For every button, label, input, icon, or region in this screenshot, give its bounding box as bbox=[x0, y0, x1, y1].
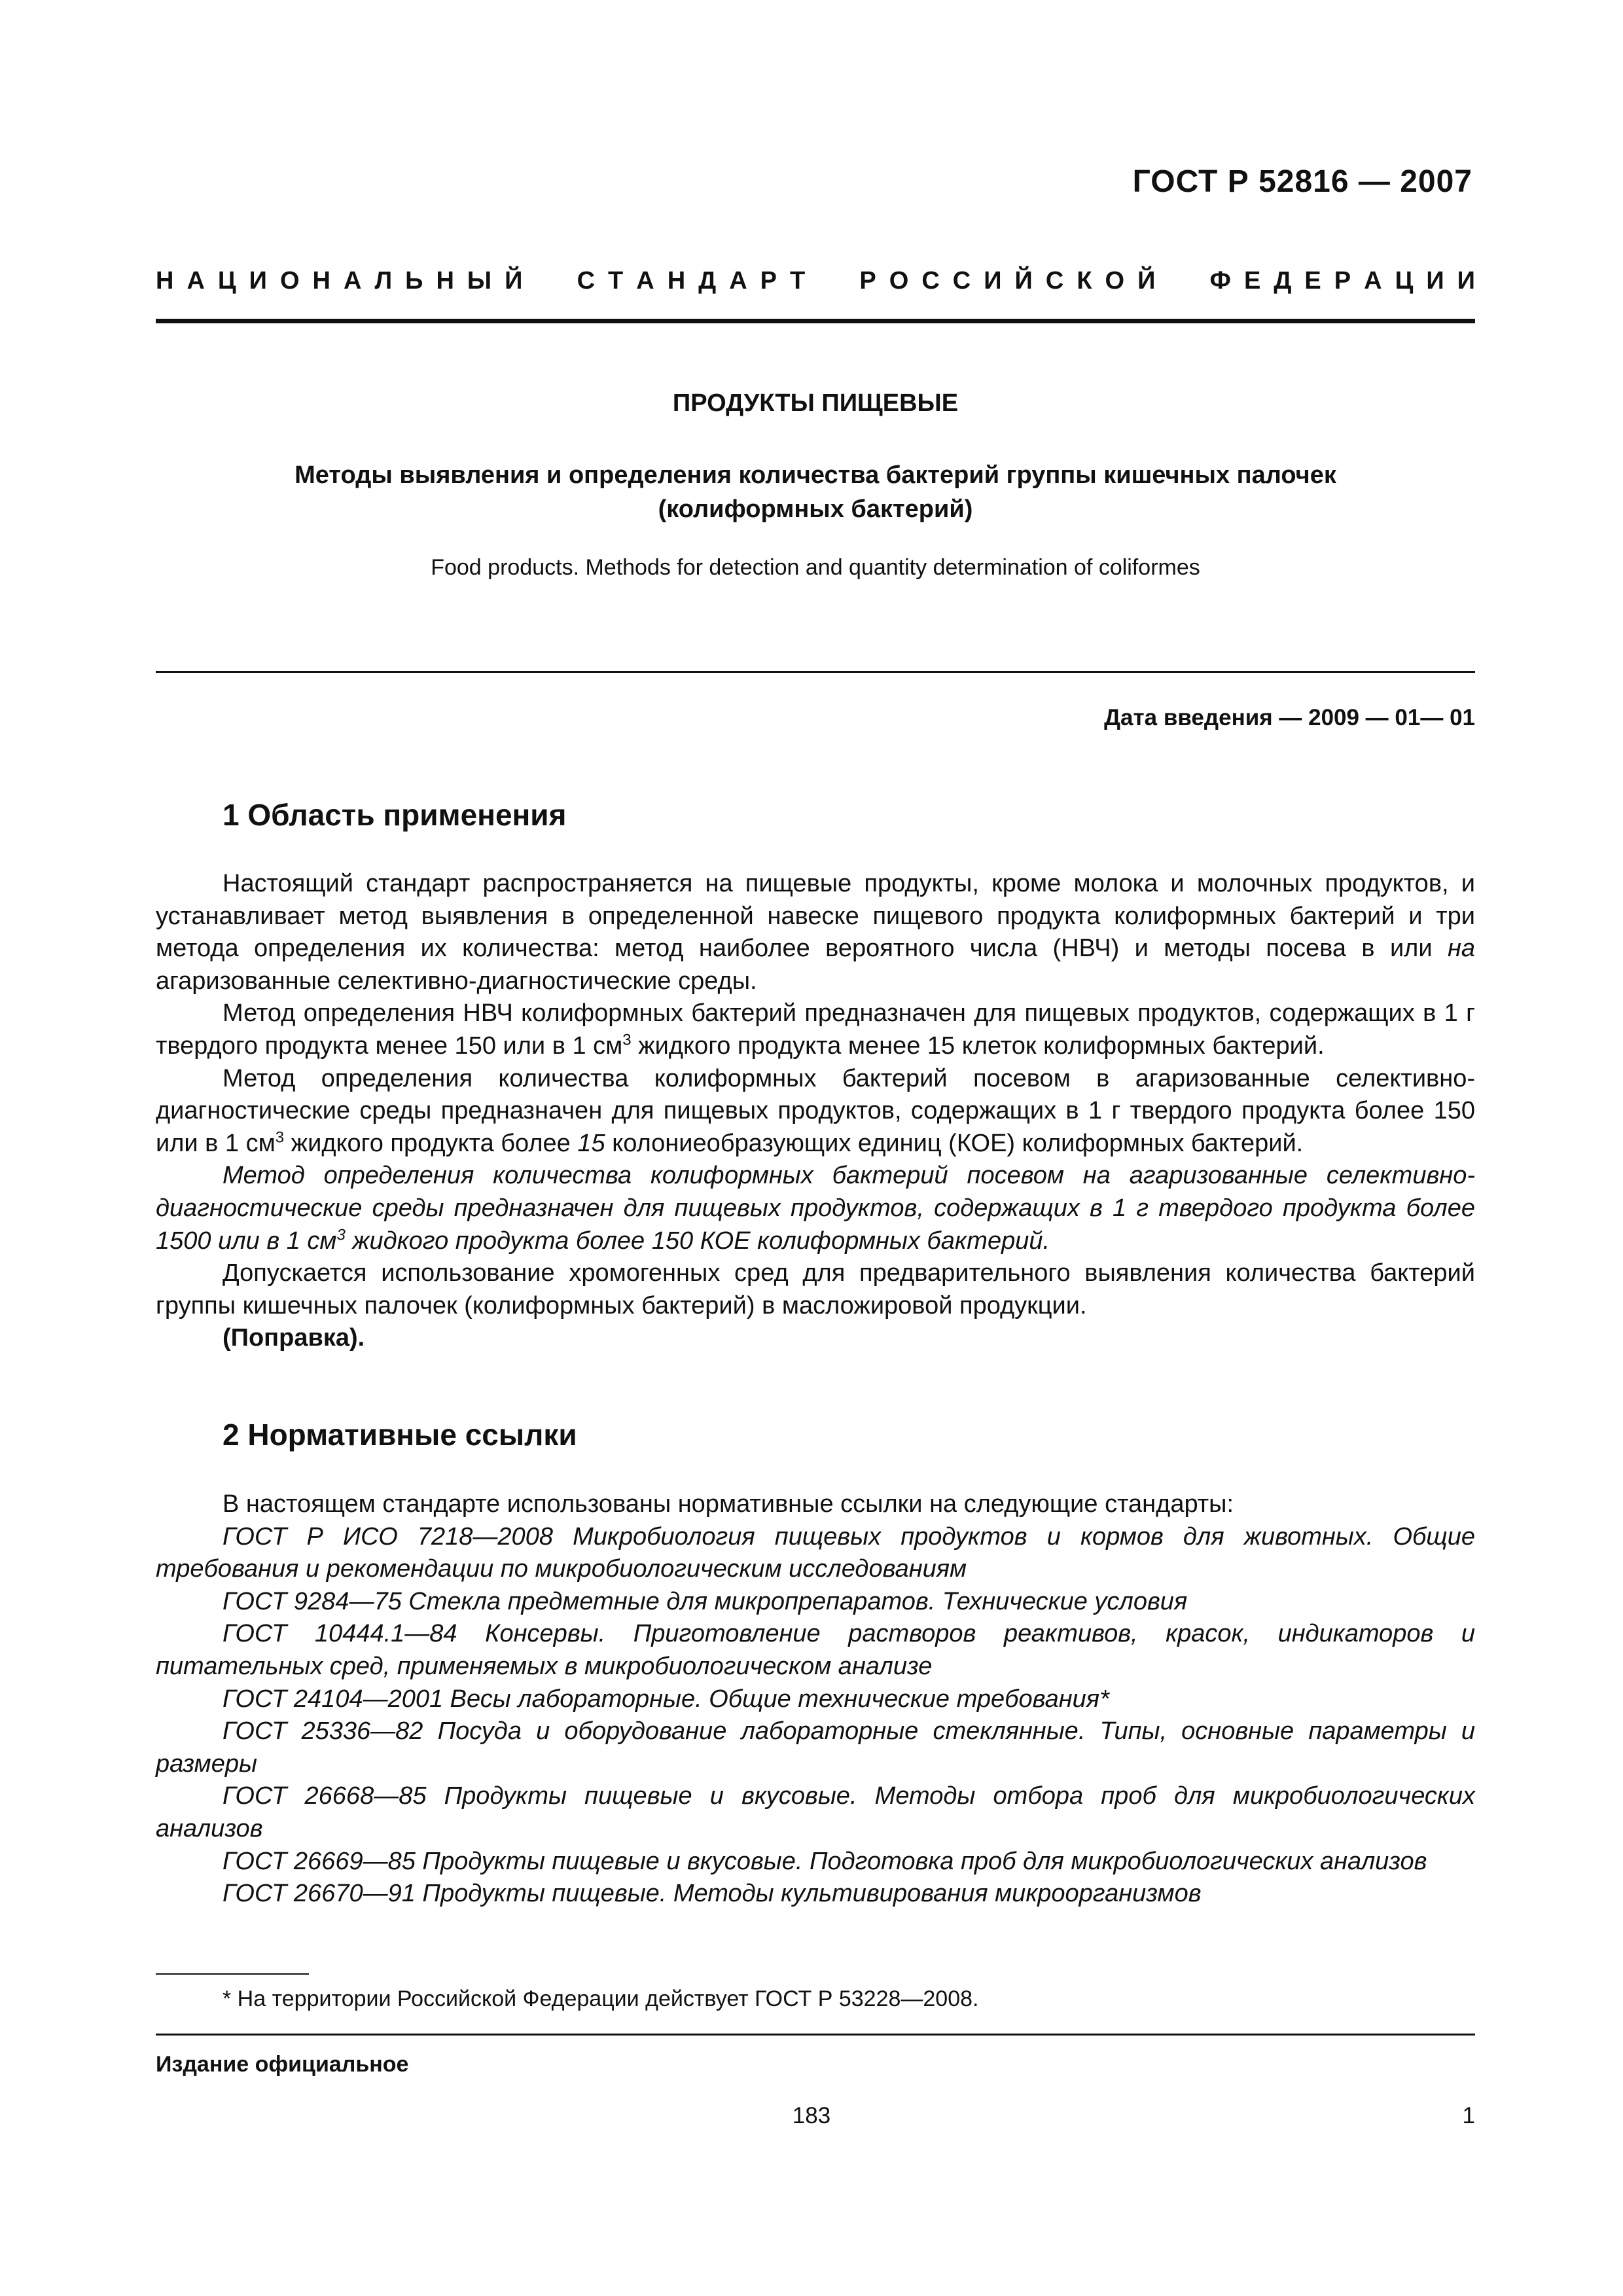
banner-letter: Н bbox=[312, 267, 330, 295]
reference-item: ГОСТ 24104—2001 Весы лабораторные. Общие технические требования* bbox=[223, 1685, 1109, 1713]
banner-letter: Н bbox=[156, 267, 174, 295]
banner-word-3 bbox=[859, 267, 1155, 295]
paragraph: Метод определения НВЧ колиформных бактерий предназначен для пищевых продуктов, содержащих в 1 г твердого продукта менее 150 или в 1 $см^3$ жидкого продукта менее 15 клеток колиформных бактерий. bbox=[156, 999, 1475, 1060]
banner-letter: С bbox=[921, 267, 940, 295]
banner-letter: Р bbox=[760, 267, 777, 295]
banner-letter: Л bbox=[374, 267, 393, 295]
official-edition-label: Издание официальное bbox=[156, 2052, 409, 2077]
reference-item: ГОСТ 25336—82 Посуда и оборудование лабораторные стеклянные. Типы, основные параметры и размеры bbox=[156, 1717, 1475, 1778]
national-standard-banner bbox=[156, 267, 1475, 295]
paragraph: Метод определения количества колиформных бактерий посевом на агаризованные селективно-диагностические среды предназначен для пищевых продуктов, содержащих в 1 г твердого продукта более 1500 или в 1 $см^3$ жидкого продукта более 150 КОЕ колиформных бактерий. bbox=[156, 1162, 1475, 1255]
reference-item: ГОСТ 26670—91 Продукты пищевые. Методы культивирования микроорганизмов bbox=[223, 1880, 1202, 1908]
banner-letter: Н bbox=[667, 267, 686, 295]
reference-item: ГОСТ 26669—85 Продукты пищевые и вкусовые. Подготовка проб для микробиологических анализов bbox=[223, 1847, 1427, 1875]
english-title: Food products. Methods for detection and quantity determination of coliformes bbox=[431, 555, 1200, 580]
banner-letter: А bbox=[1364, 267, 1382, 295]
banner-letter: Р bbox=[859, 267, 876, 295]
section-1-body bbox=[156, 868, 1475, 1355]
banner-word-4 bbox=[1210, 267, 1475, 295]
banner-letter: А bbox=[636, 267, 654, 295]
banner-letter: О bbox=[889, 267, 909, 295]
banner-letter: С bbox=[952, 267, 971, 295]
document-subtitle bbox=[156, 458, 1475, 526]
section-1-heading: 1 Область применения bbox=[223, 798, 567, 832]
banner-letter: Н bbox=[436, 267, 454, 295]
banner-letter: И bbox=[1457, 267, 1475, 295]
banner-letter: А bbox=[729, 267, 747, 295]
banner-letter: Ц bbox=[217, 267, 236, 295]
banner-letter: И bbox=[249, 267, 267, 295]
banner-letter: Й bbox=[1014, 267, 1033, 295]
footnote-separator bbox=[156, 1973, 309, 1975]
footnote: * На территории Российской Федерации действует ГОСТ Р 53228—2008. bbox=[223, 1986, 979, 2011]
collection-page-number: 183 bbox=[792, 2103, 831, 2128]
banner-letter: Ц bbox=[1395, 267, 1414, 295]
section-2-body bbox=[156, 1488, 1475, 1910]
paragraph: Настоящий стандарт распространяется на пищевые продукты, кроме молока и молочных продуктов, и устанавливает метод выявления в определенной навеске пищевого продукта колиформных бактерий и три метода определения их количества: метод наиболее вероятного числа (НВЧ) и методы посева в или на агаризованные селективно-диагностические среды. bbox=[156, 870, 1475, 995]
reference-item: ГОСТ Р ИСО 7218—2008 Микробиология пищевых продуктов и кормов для животных. Общие требования и рекомендации по микробиологическим исследованиям bbox=[156, 1522, 1475, 1583]
banner-letter: О bbox=[1105, 267, 1125, 295]
amendment-note: (Поправка). bbox=[223, 1324, 365, 1352]
banner-letter: Д bbox=[698, 267, 717, 295]
subtitle-line-1: Методы выявления и определения количества бактерий группы кишечных палочек bbox=[294, 461, 1336, 489]
banner-letter: Й bbox=[1137, 267, 1156, 295]
banner-letter: А bbox=[187, 267, 205, 295]
banner-letter: Д bbox=[1274, 267, 1292, 295]
banner-letter: А bbox=[344, 267, 362, 295]
banner-letter: Е bbox=[1304, 267, 1321, 295]
banner-letter: Ы bbox=[467, 267, 492, 295]
subtitle-line-2: (колиформных бактерий) bbox=[658, 495, 973, 523]
banner-letter: И bbox=[984, 267, 1002, 295]
paragraph: Метод определения количества колиформных бактерий посевом в агаризованные селективно-диагностические среды предназначен для пищевых продуктов, содержащих в 1 г твердого продукта более 150 или в 1 $см^3$ жидкого продукта более 15 колониеобразующих единиц (КОЕ) колиформных бактерий. bbox=[156, 1064, 1475, 1157]
section-2-heading: 2 Нормативные ссылки bbox=[223, 1418, 577, 1452]
banner-word-2 bbox=[577, 267, 806, 295]
header-rule bbox=[156, 319, 1475, 323]
gost-number: ГОСТ Р 52816 — 2007 bbox=[1132, 164, 1472, 199]
banner-letter: С bbox=[1045, 267, 1064, 295]
banner-letter: Т bbox=[608, 267, 624, 295]
banner-letter: Ф bbox=[1209, 267, 1231, 295]
banner-letter: Р bbox=[1334, 267, 1351, 295]
banner-letter: Й bbox=[505, 267, 523, 295]
reference-item: ГОСТ 10444.1—84 Консервы. Приготовление растворов реактивов, красок, индикаторов и питательных сред, применяемых в микробиологическом анализе bbox=[156, 1620, 1475, 1680]
paragraph: Допускается использование хромогенных сред для предварительного выявления количества бактерий группы кишечных палочек (колиформных бактерий) в масложировой продукции. bbox=[156, 1259, 1475, 1319]
banner-letter: И bbox=[1426, 267, 1444, 295]
banner-letter: С bbox=[577, 267, 596, 295]
banner-letter: Т bbox=[790, 267, 806, 295]
banner-letter: К bbox=[1077, 267, 1092, 295]
banner-word-1 bbox=[156, 267, 522, 295]
page-number: 1 bbox=[1462, 2103, 1475, 2128]
introduction-date: Дата введения — 2009 — 01— 01 bbox=[1104, 705, 1475, 730]
banner-letter: Ь bbox=[405, 267, 423, 295]
reference-item: ГОСТ 9284—75 Стекла предметные для микропрепаратов. Технические условия bbox=[223, 1587, 1188, 1615]
paragraph: В настоящем стандарте использованы нормативные ссылки на следующие стандарты: bbox=[223, 1490, 1234, 1518]
banner-letter: О bbox=[279, 267, 300, 295]
footer-rule bbox=[156, 2034, 1475, 2036]
title-rule bbox=[156, 671, 1475, 673]
banner-letter: Е bbox=[1243, 267, 1261, 295]
document-title: ПРОДУКТЫ ПИЩЕВЫЕ bbox=[672, 389, 959, 417]
reference-item: ГОСТ 26668—85 Продукты пищевые и вкусовые. Методы отбора проб для микробиологических анализов bbox=[156, 1782, 1475, 1842]
